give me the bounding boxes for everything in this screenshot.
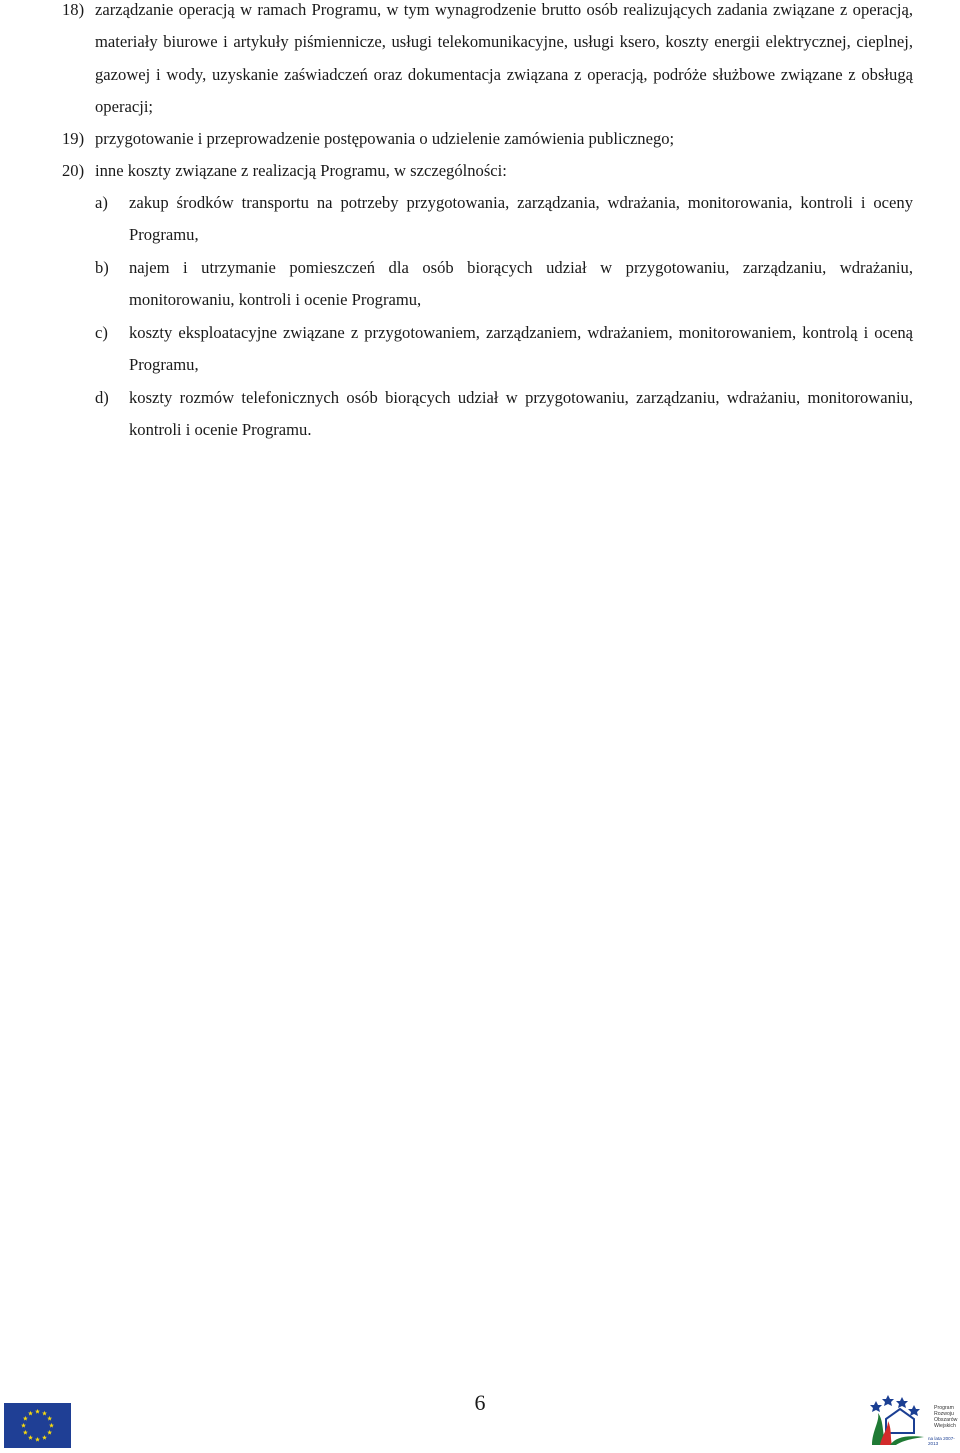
list-item-text: zarządzanie operacją w ramach Programu, w tym wynagrodzenie brutto osób realizujących zadania związane z operacją, materiały biurowe i artykuły piśmiennicze, usługi telekomunikacyjne, usługi ksero, koszty energii elektrycznej, cieplnej, gazowej i wody, uzyskanie zaświadczeń oraz dokumentacja związana z operacją, podróże służbowe związane z obsługą operacji; <box>95 0 913 117</box>
list-item-text: przygotowanie i przeprowadzenie postępowania o udzielenie zamówienia publicznego; <box>95 129 675 148</box>
list-item-19 <box>0 123 913 155</box>
prow-logo-line: Program <box>934 1405 954 1411</box>
list-item-text: inne koszty związane z realizacją Programu, w szczególności: <box>95 161 507 180</box>
sublist-item-b <box>0 252 913 317</box>
prow-logo-text <box>934 1405 960 1429</box>
list-number: 18) <box>62 0 85 19</box>
prow-logo-line: Rozwoju <box>934 1411 954 1417</box>
list-item-18 <box>0 0 913 124</box>
prow-logo-line: Obszarów <box>934 1417 958 1423</box>
sublist-letter: c) <box>95 323 108 342</box>
prow-logo-years: na lata 2007-2013 <box>928 1436 955 1446</box>
eu-flag-icon <box>4 1403 71 1448</box>
page-number: 6 <box>474 1390 486 1415</box>
list-item-20 <box>0 155 913 187</box>
list-number: 20) <box>62 161 85 180</box>
list-number: 19) <box>62 129 85 148</box>
sublist-item-d <box>0 382 913 447</box>
sublist-item-a <box>0 187 913 252</box>
sublist-item-text: koszty rozmów telefonicznych osób biorących udział w przygotowaniu, zarządzaniu, wdrażaniu, monitorowaniu, kontroli i ocenie Programu. <box>129 388 913 440</box>
sublist-item-text: zakup środków transportu na potrzeby przygotowania, zarządzania, wdrażania, monitorowania, kontroli i oceny Programu, <box>129 193 913 245</box>
sublist-item-text: koszty eksploatacyjne związane z przygotowaniem, zarządzaniem, wdrażaniem, monitorowaniem, kontrolą i oceną Programu, <box>129 323 913 375</box>
sublist-letter: d) <box>95 388 109 407</box>
sublist-letter: a) <box>95 193 108 212</box>
sublist-item-c <box>0 317 913 382</box>
prow-logo-line: Wiejskich <box>934 1423 956 1429</box>
sublist-letter: b) <box>95 258 109 277</box>
sublist-item-text: najem i utrzymanie pomieszczeń dla osób biorących udział w przygotowaniu, zarządzaniu, wdrażaniu, monitorowaniu, kontroli i ocenie Programu, <box>129 258 913 310</box>
